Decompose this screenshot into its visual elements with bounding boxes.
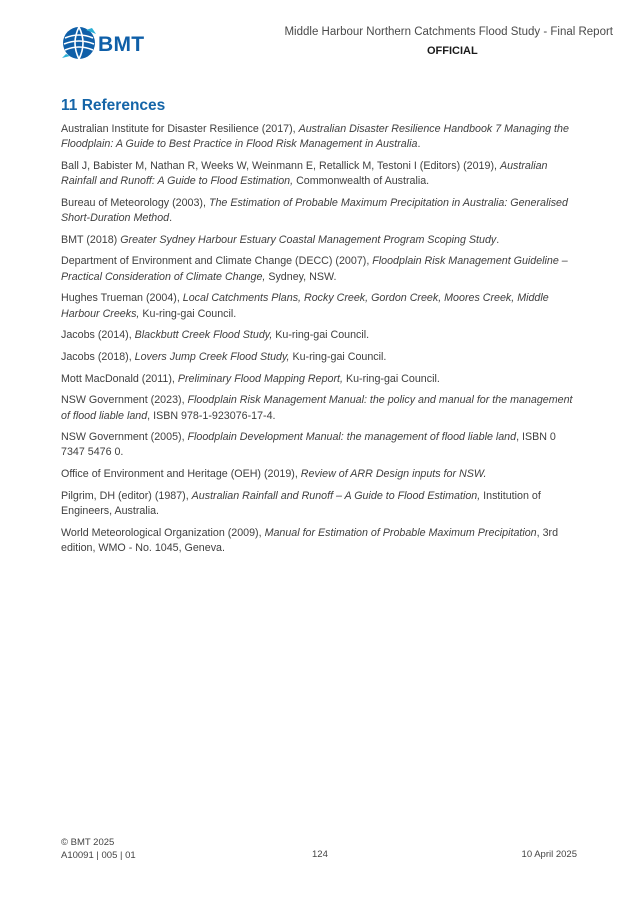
- reference-title: Floodplain Risk Management Guideline – Practical Consideration of Climate Change,: [61, 255, 568, 283]
- reference-pre: Jacobs (2018),: [61, 350, 135, 363]
- page-number: 124: [312, 849, 328, 860]
- reference-pre: Ball J, Babister M, Nathan R, Weeks W, Weinmann E, Retallick M, Testoni I (Editors) (2019),: [61, 159, 500, 172]
- reference-title: The Estimation of Probable Maximum Precipitation in Australia: Generalised Short-Duration Method: [61, 196, 568, 225]
- reference-list: [61, 122, 581, 563]
- reference-title: Blackbutt Creek Flood Study,: [134, 329, 273, 342]
- reference-post: , 3rd edition, WMO - No. 1045, Geneva.: [61, 526, 559, 554]
- reference-item: [61, 526, 581, 556]
- reference-post: Sydney, NSW.: [265, 270, 337, 283]
- reference-post: .: [169, 212, 173, 225]
- reference-title: Australian Disaster Resilience Handbook 7 Managing the Floodplain: A Guide to Best Practice in Flood Risk Management in Australia: [61, 123, 569, 151]
- reference-item: [61, 372, 581, 387]
- reference-post: Ku-ring-gai Council.: [289, 350, 387, 363]
- reference-item: [61, 196, 581, 226]
- copyright: © BMT 2025: [61, 837, 115, 848]
- logo-wordmark: BMT: [98, 33, 145, 56]
- reference-title: Floodplain Risk Management Manual: the policy and manual for the management of flood liable land: [61, 394, 573, 422]
- footer-date: 10 April 2025: [521, 849, 577, 860]
- reference-item: [61, 467, 581, 482]
- reference-item: [61, 430, 581, 460]
- reference-pre: Office of Environment and Heritage (OEH) (2019),: [61, 468, 301, 481]
- reference-post: .: [496, 233, 500, 246]
- document-title: Middle Harbour Northern Catchments Flood Study - Final Report: [284, 26, 613, 38]
- globe-icon: [62, 24, 98, 62]
- reference-item: [61, 393, 581, 423]
- reference-item: [61, 489, 581, 519]
- reference-item: [61, 291, 581, 321]
- reference-post: Institution of Engineers, Australia.: [61, 489, 541, 518]
- reference-post: Ku-ring-gai Council.: [342, 372, 440, 385]
- reference-item: [61, 328, 581, 343]
- document-reference: A10091 | 005 | 01: [61, 849, 136, 861]
- reference-post: , ISBN 978-1-923076-17-4.: [147, 409, 276, 422]
- footer-left: [61, 837, 136, 862]
- reference-title: Preliminary Flood Mapping Report,: [177, 372, 343, 385]
- reference-pre: Pilgrim, DH (editor) (1987),: [61, 489, 192, 502]
- reference-pre: Department of Environment and Climate Change (DECC) (2007),: [61, 255, 373, 268]
- reference-title: Review of ARR Design inputs for NSW.: [300, 468, 487, 481]
- classification-label: OFFICIAL: [427, 45, 478, 57]
- reference-pre: Jacobs (2014),: [61, 329, 135, 342]
- reference-item: [61, 159, 581, 189]
- reference-item: [61, 233, 581, 248]
- reference-title: Greater Sydney Harbour Estuary Coastal Management Program Scoping Study: [120, 233, 497, 246]
- reference-post: , ISBN 0 7347 5476 0.: [61, 431, 556, 459]
- reference-pre: Hughes Trueman (2004),: [61, 292, 183, 305]
- reference-title: Manual for Estimation of Probable Maximum Precipitation: [264, 526, 537, 539]
- bmt-logo: [62, 24, 152, 64]
- reference-title: Australian Rainfall and Runoff: A Guide to Flood Estimation,: [61, 159, 548, 188]
- reference-title: Australian Rainfall and Runoff – A Guide to Flood Estimation,: [191, 489, 481, 502]
- reference-post: Commonwealth of Australia.: [293, 175, 430, 188]
- reference-item: [61, 254, 581, 284]
- reference-post: Ku-ring-gai Council.: [139, 307, 237, 320]
- reference-pre: Mott MacDonald (2011),: [61, 372, 178, 385]
- reference-item: [61, 350, 581, 365]
- reference-title: Floodplain Development Manual: the management of flood liable land: [187, 431, 517, 444]
- reference-pre: Bureau of Meteorology (2003),: [61, 196, 209, 209]
- reference-title: Local Catchments Plans, Rocky Creek, Gordon Creek, Moores Creek, Middle Harbour Creeks,: [61, 292, 549, 320]
- reference-item: [61, 122, 581, 152]
- reference-pre: NSW Government (2005),: [61, 431, 188, 444]
- reference-pre: NSW Government (2023),: [61, 394, 188, 407]
- reference-title: Lovers Jump Creek Flood Study,: [134, 350, 290, 363]
- reference-post: Ku-ring-gai Council.: [272, 329, 370, 342]
- reference-pre: World Meteorological Organization (2009),: [61, 526, 265, 539]
- reference-pre: Australian Institute for Disaster Resilience (2017),: [61, 123, 299, 135]
- reference-pre: BMT (2018): [61, 233, 121, 246]
- section-heading: 11 References: [61, 97, 166, 114]
- reference-post: .: [417, 138, 421, 151]
